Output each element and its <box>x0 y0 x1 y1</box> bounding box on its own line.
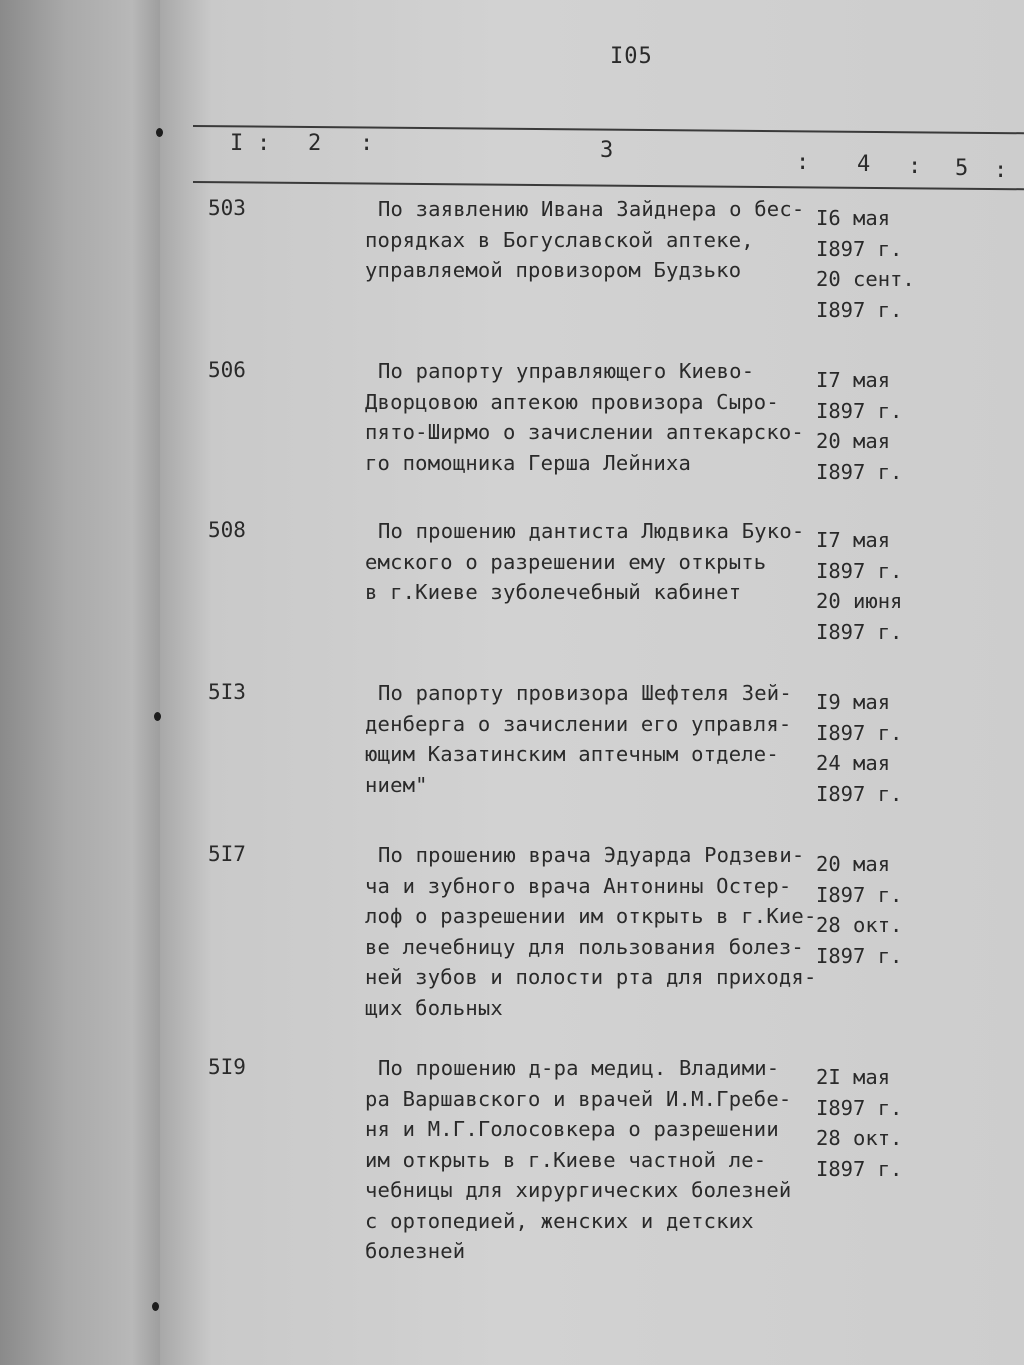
entry-number: 5I7 <box>208 842 246 866</box>
entry-description-line: нием" <box>365 772 428 797</box>
entry-number: 5I3 <box>208 680 246 704</box>
entry-description-line: емского о разрешении ему открыть <box>365 549 767 574</box>
entry-description-line: денберга о зачислении его управля- <box>365 711 792 736</box>
entry-description-line: им открыть в г.Киеве частной ле- <box>365 1147 767 1172</box>
entry-description-line: Дворцовою аптекою провизора Сыро- <box>365 389 779 414</box>
entry-description-line: По прошению врача Эдуарда Родзеви- <box>378 843 805 867</box>
entry-date-line: I897 г. <box>816 943 903 968</box>
entry-date-line: 20 мая <box>816 852 891 876</box>
entry-description-line: ющим Казатинским аптечным отделе- <box>365 742 779 766</box>
entry-date-line: 24 мая <box>816 751 891 775</box>
entry-date-line: I6 мая <box>816 206 891 230</box>
entry-description-line: пято-Ширмо о зачислении аптекарско- <box>365 420 804 444</box>
entry-date-line: I897 г. <box>816 459 903 484</box>
entry-date-line: I897 г. <box>816 619 903 644</box>
entry-number: 508 <box>208 518 246 542</box>
column-header-5: 5 <box>955 156 969 181</box>
entries-list <box>160 0 1024 1365</box>
entry-description-line: По рапорту провизора Шефтеля Зей- <box>378 681 792 705</box>
entry-description-line: ня и М.Г.Голосовкера о разрешении <box>365 1117 779 1141</box>
entry-date-line: I897 г. <box>816 236 903 261</box>
entry-description-line: По прошению д-ра медиц. Владими- <box>378 1056 780 1080</box>
entry-date-line: I9 мая <box>816 690 891 714</box>
entry-date-line: I7 мая <box>816 528 891 552</box>
entry-number: 5I9 <box>208 1055 246 1079</box>
entry-date-line: I897 г. <box>816 781 903 806</box>
entry-date-line: I7 мая <box>816 368 891 392</box>
entry-date-line: I897 г. <box>816 882 903 907</box>
entry-description-line: По заявлению Ивана Зайднера о бес- <box>378 197 805 221</box>
entry-date-line: I897 г. <box>816 1156 903 1181</box>
entry-date-line: 20 июня <box>816 589 903 613</box>
entry-date-line: I897 г. <box>816 297 903 322</box>
entry-date-line: I897 г. <box>816 558 903 583</box>
entry-description-line: го помощника Герша Лейниха <box>365 450 692 475</box>
entry-description-line: с ортопедией, женских и детских <box>365 1208 754 1233</box>
entry-description-line: порядках в Богуславской аптеке, <box>365 227 754 252</box>
entry-date-line: 28 окт. <box>816 913 903 937</box>
entry-description-line: лоф о разрешении им открыть в г.Кие- <box>365 904 817 928</box>
entry-description-line: чебницы для хирургических болезней <box>365 1178 792 1202</box>
entry-date-line: I897 г. <box>816 720 903 745</box>
entry-date-line: 28 окт. <box>816 1126 903 1150</box>
entry-number: 503 <box>208 196 246 220</box>
entry-date-line: 20 сент. <box>816 267 915 291</box>
entry-description-line: управляемой провизором Будзько <box>365 258 742 282</box>
entry-date-line: 2I мая <box>816 1065 891 1089</box>
entry-description-line: ра Варшавского и врачей И.М.Гребе- <box>365 1086 792 1111</box>
entry-description-line: ней зубов и полости рта для приходя- <box>365 965 817 989</box>
document-page: I05 I : 2 : 3 : 4 : 5 : 503 По заявлению Ивана Зайднера о бес- порядках в Богуславской аптеке, управляемой провизором Будзько I6 мая I897 г. 20 сент. I897 г. 506 По рапорту управляющего Киево- Дворцовою аптекою провизора Сыро- пято-Ширмо о зачислении аптекарско- го помощника Герша Лейниха I7 мая I897 г. 20 мая I897 г. 508 По прошению дантиста Людвика Буко- емского о разрешении ему открыть в г.Киеве зуболечебный кабинет I7 мая I897 г. 20 июня I897 г. 5I3 По рапорту провизора Шефтеля Зей- денберга о зачислении его управля- ющим Казатинским аптечным отделе- нием" I9 мая I897 г. 24 мая I897 г. 5I7 По прошению врача Эдуарда Родзеви- ча и зубного врача Антонины Остер- лоф о разрешении им открыть в г.Кие- ве лечебницу для пользования болез- ней зубов и полости рта для приходя- щих больных 20 мая I897 г. 28 окт. I897 г. 5I9 По прошению д-ра медиц. Владими- ра Варшавского и врачей И.М.Гребе- ня и М.Г.Голосовкера о разрешении им открыть в г.Киеве частной ле- чебницы для хирургических болезней с ортопедией, женских и детских болезней 2I мая I897 г. 28 окт. I897 г. <box>160 0 1024 1365</box>
entry-description-line: щих больных <box>365 995 503 1020</box>
entry-description-line: болезней <box>365 1239 466 1263</box>
entry-description-line: ча и зубного врача Антонины Остер- <box>365 873 792 898</box>
binding-hole <box>152 1302 159 1311</box>
facing-page <box>0 0 165 1365</box>
column-header-2: 2 <box>308 131 322 156</box>
entry-date-line: I897 г. <box>816 398 903 423</box>
column-header-3: 3 <box>600 138 614 163</box>
entry-description-line: По прошению дантиста Людвика Буко- <box>378 519 805 543</box>
entry-date-line: I897 г. <box>816 1095 903 1120</box>
entry-description-line: По рапорту управляющего Киево- <box>378 359 755 383</box>
column-header-1: I <box>230 131 244 156</box>
page-number: I05 <box>610 44 653 69</box>
column-header-4: 4 <box>857 152 871 177</box>
entry-date-line: 20 мая <box>816 429 891 453</box>
entry-number: 506 <box>208 358 246 382</box>
entry-description-line: ве лечебницу для пользования болез- <box>365 934 804 959</box>
entry-description-line: в г.Киеве зуболечебный кабинет <box>365 580 742 604</box>
